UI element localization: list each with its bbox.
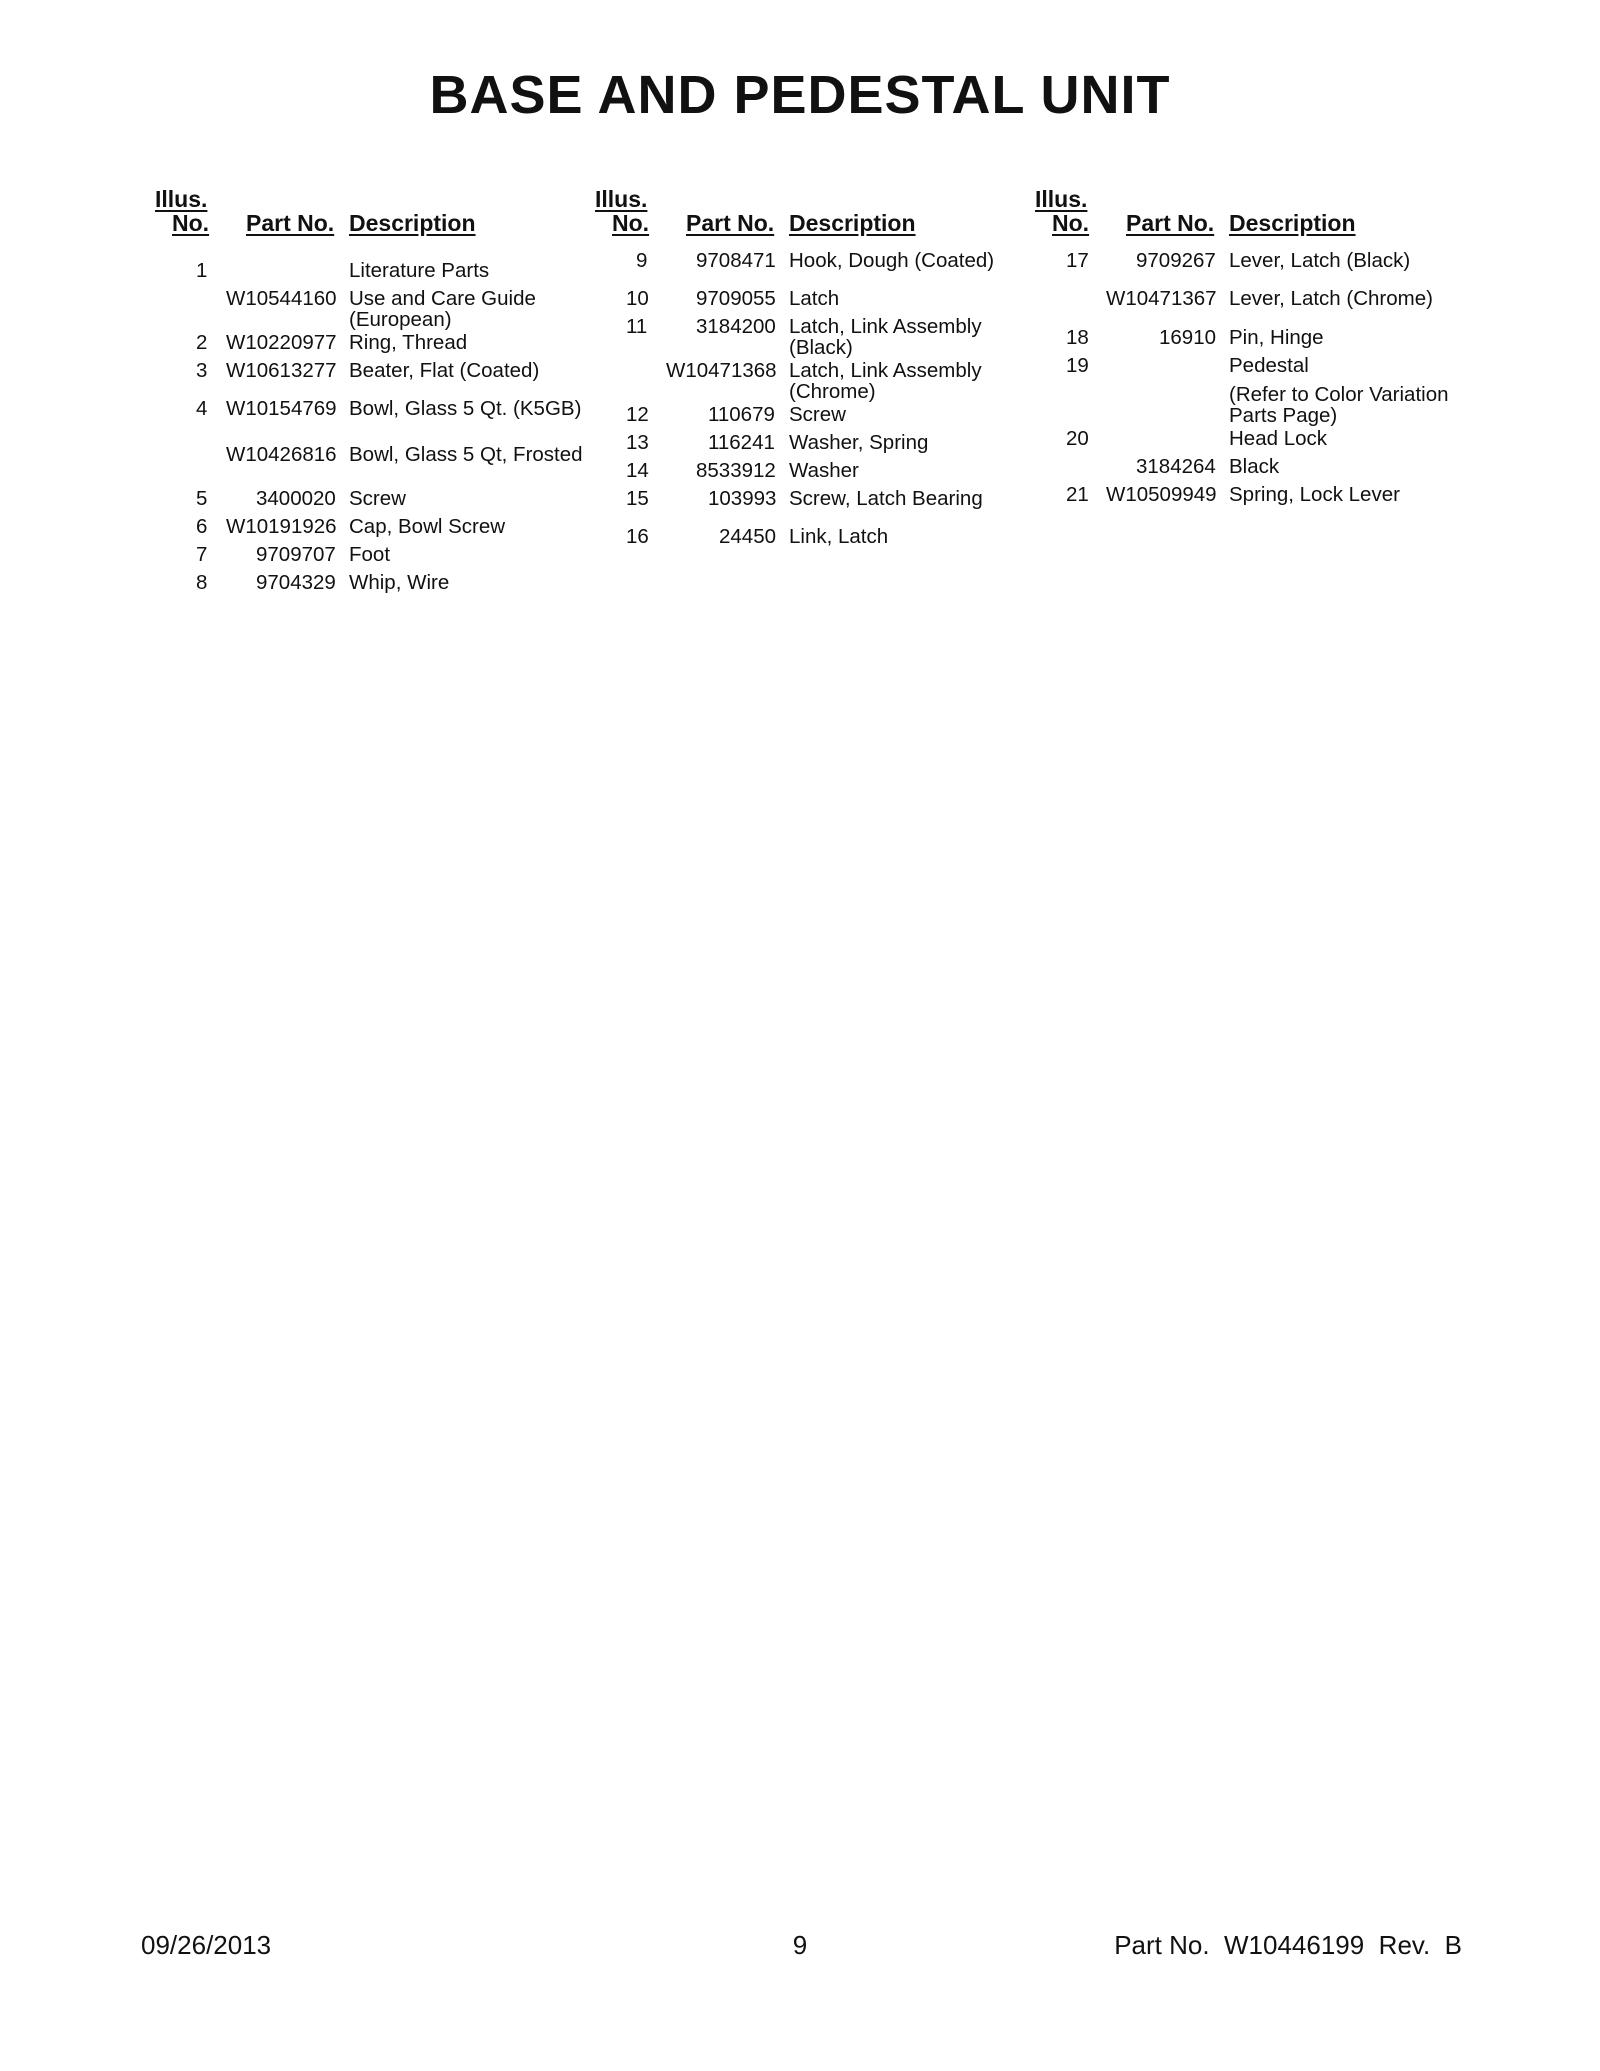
footer-part-reference: Part No. W10446199 Rev. B [1114, 1930, 1462, 1960]
illus-no: 12 [626, 403, 649, 426]
illus-header-line2: No. [172, 210, 210, 236]
illus-no: 14 [626, 459, 649, 482]
description: Screw [789, 403, 846, 426]
illus-no: 8 [196, 571, 208, 594]
illus-header-line2: No. [1052, 210, 1090, 236]
part-no: 24450 [719, 525, 777, 548]
column-header [1030, 186, 1470, 244]
description: Latch, Link Assembly (Black) [789, 315, 982, 359]
part-no-header: Part No. [246, 210, 335, 236]
part-no: 3184264 [1136, 455, 1216, 478]
description: Head Lock [1229, 427, 1328, 450]
illus-no: 1 [196, 259, 208, 282]
description: Literature Parts [349, 259, 490, 282]
page-title: BASE AND PEDESTAL UNIT [429, 65, 1171, 125]
description-header: Description [789, 210, 916, 236]
description: Latch [789, 287, 840, 310]
description: Lever, Latch (Black) [1229, 249, 1411, 272]
illus-no: 2 [196, 331, 208, 354]
description: (Refer to Color Variation Parts Page) [1229, 383, 1449, 427]
description: Lever, Latch (Chrome) [1229, 287, 1433, 310]
description: Bowl, Glass 5 Qt, Frosted [349, 443, 583, 466]
illus-no: 16 [626, 525, 649, 548]
part-no: 9704329 [256, 571, 336, 594]
illus-no: 4 [196, 397, 208, 420]
illus-no: 11 [626, 315, 648, 338]
footer-page-number: 9 [792, 1930, 808, 1960]
illus-no: 17 [1066, 249, 1089, 272]
description: Screw [349, 487, 406, 510]
part-no: 103993 [708, 487, 777, 510]
description-header: Description [1229, 210, 1356, 236]
part-no: 8533912 [696, 459, 776, 482]
part-no: W10613277 [226, 359, 337, 382]
column-header [590, 186, 1030, 244]
parts-column-2 [590, 186, 1030, 548]
description: Pedestal [1229, 354, 1309, 377]
parts-column-3 [1030, 186, 1470, 506]
illus-no: 13 [626, 431, 649, 454]
description: Screw, Latch Bearing [789, 487, 983, 510]
column-header [150, 186, 590, 244]
illus-no: 6 [196, 515, 208, 538]
description: Latch, Link Assembly (Chrome) [789, 359, 982, 403]
illus-no: 19 [1066, 354, 1089, 377]
description: Bowl, Glass 5 Qt. (K5GB) [349, 397, 582, 420]
illus-no: 9 [636, 249, 648, 272]
part-no: 9709707 [256, 543, 336, 566]
part-no: W10154769 [226, 397, 337, 420]
illus-header-line1: Illus. [155, 186, 208, 212]
part-no-header: Part No. [686, 210, 775, 236]
description: Spring, Lock Lever [1229, 483, 1400, 506]
description-header: Description [349, 210, 476, 236]
part-no: W10471368 [666, 359, 777, 382]
illus-no: 3 [196, 359, 208, 382]
description: Washer, Spring [789, 431, 929, 454]
parts-column-1 [150, 186, 590, 594]
part-no: 116241 [708, 431, 775, 454]
illus-no: 7 [196, 543, 208, 566]
description: Foot [349, 543, 391, 566]
part-no: 110679 [708, 403, 775, 426]
part-no: 9709267 [1136, 249, 1216, 272]
description: Use and Care Guide (European) [349, 287, 536, 331]
illus-header-line2: No. [612, 210, 650, 236]
part-no: W10544160 [226, 287, 337, 310]
illus-no: 15 [626, 487, 649, 510]
footer-date: 09/26/2013 [141, 1930, 272, 1960]
part-no: W10191926 [226, 515, 337, 538]
description: Link, Latch [789, 525, 889, 548]
description: Pin, Hinge [1229, 326, 1324, 349]
description: Ring, Thread [349, 331, 468, 354]
description: Hook, Dough (Coated) [789, 249, 995, 272]
illus-header-line1: Illus. [1035, 186, 1088, 212]
illus-header-line1: Illus. [595, 186, 648, 212]
part-no-header: Part No. [1126, 210, 1215, 236]
description: Black [1229, 455, 1280, 478]
illus-no: 10 [626, 287, 649, 310]
description: Beater, Flat (Coated) [349, 359, 540, 382]
illus-no: 21 [1066, 483, 1089, 506]
description: Whip, Wire [349, 571, 450, 594]
part-no: W10471367 [1106, 287, 1217, 310]
part-no: 16910 [1159, 326, 1217, 349]
part-no: 3400020 [256, 487, 336, 510]
part-no: W10220977 [226, 331, 337, 354]
part-no: W10426816 [226, 443, 337, 466]
illus-no: 5 [196, 487, 208, 510]
description: Washer [789, 459, 859, 482]
illus-no: 18 [1066, 326, 1089, 349]
part-no: 9708471 [696, 249, 776, 272]
illus-no: 20 [1066, 427, 1089, 450]
part-no: W10509949 [1106, 483, 1217, 506]
description: Cap, Bowl Screw [349, 515, 506, 538]
part-no: 9709055 [696, 287, 776, 310]
part-no: 3184200 [696, 315, 776, 338]
